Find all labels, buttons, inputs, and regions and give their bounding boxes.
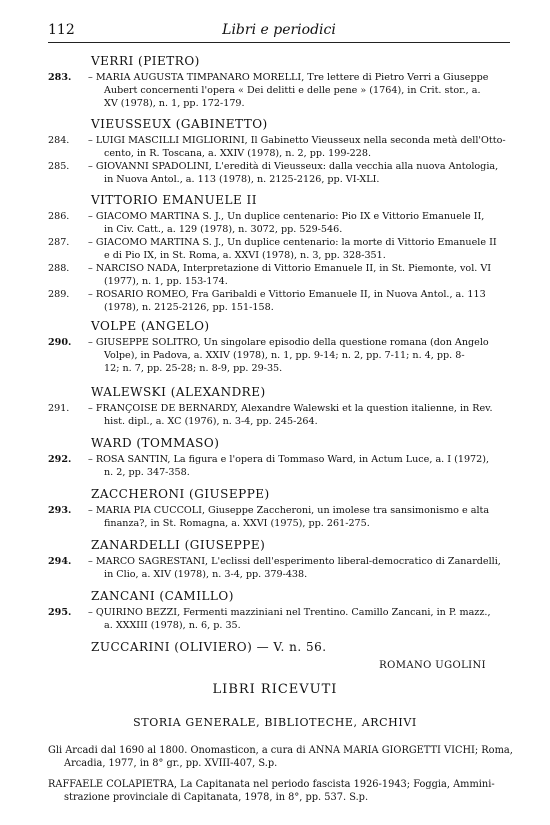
- entry-line: e di Pio IX, in St. Roma, a. XXVI (1978), n. 3, pp. 328-351.: [104, 250, 386, 262]
- section-heading: VERRI (PIETRO): [91, 54, 200, 68]
- entry-line: – GIACOMO MARTINA S. J., Un duplice centenario: Pio IX e Vittorio Emanuele II,: [88, 211, 485, 222]
- bibliography-entry: [48, 262, 518, 288]
- section-heading: ZANARDELLI (GIUSEPPE): [91, 538, 266, 552]
- entry-line: – FRANÇOISE DE BERNARDY, Alexandre Walewski et la question italienne, in Rev.: [88, 403, 493, 414]
- bibliography-entry: [48, 160, 518, 186]
- entry-line: – GIOVANNI SPADOLINI, L'eredità di Vieusseux: dalla vecchia alla nuova Antologia,: [88, 161, 499, 172]
- entry-number: 294.: [48, 556, 72, 567]
- bibliography-entry: [48, 236, 518, 262]
- entry-line: n. 2, pp. 347-358.: [104, 467, 190, 479]
- entry-line: hist. dipl., a. XC (1976), n. 3-4, pp. 245-264.: [104, 416, 318, 428]
- section-heading: ZACCHERONI (GIUSEPPE): [91, 487, 270, 501]
- entry-line: finanza?, in St. Romagna, a. XXVI (1975), pp. 261-275.: [104, 518, 370, 530]
- entry-number: 287.: [48, 237, 70, 248]
- entry-line: 12; n. 7, pp. 25-28; n. 8-9, pp. 29-35.: [104, 363, 283, 375]
- book-line: Gli Arcadi dal 1690 al 1800. Onomasticon, a cura di ANNA MARIA GIORGETTI VICHI; Roma,: [48, 745, 513, 756]
- bibliography-entry: [48, 555, 518, 581]
- entry-number: 284.: [48, 135, 70, 146]
- entry-line: cento, in R. Toscana, a. XXIV (1978), n. 2, pp. 199-228.: [104, 148, 372, 160]
- entry-line: in Civ. Catt., a. 129 (1978), n. 3072, pp. 529-546.: [104, 224, 343, 236]
- entry-line: Volpe), in Padova, a. XXIV (1978), n. 1, pp. 9-14; n. 2, pp. 7-11; n. 4, pp. 8-: [104, 350, 465, 362]
- book-line: Arcadia, 1977, in 8° gr., pp. XVIII-407, S.p.: [64, 758, 278, 770]
- running-title: Libri e periodici: [222, 22, 336, 38]
- bibliography-entry: [48, 336, 518, 376]
- author-signature: ROMANO UGOLINI: [379, 660, 486, 671]
- entry-line: – LUIGI MASCILLI MIGLIORINI, Il Gabinetto Vieusseux nella seconda metà dell'Otto-: [88, 135, 506, 146]
- entry-line: (1978), n. 2125-2126, pp. 151-158.: [104, 302, 274, 314]
- cross-reference: ZUCCARINI (OLIVIERO) — V. n. 56.: [91, 640, 327, 654]
- entry-line: XV (1978), n. 1, pp. 172-179.: [104, 98, 245, 110]
- entry-line: – GIACOMO MARTINA S. J., Un duplice centenario: la morte di Vittorio Emanuele II: [88, 237, 497, 248]
- entry-line: a. XXXIII (1978), n. 6, p. 35.: [104, 620, 241, 632]
- section-heading: ZANCANI (CAMILLO): [91, 589, 234, 603]
- entry-number: 293.: [48, 505, 72, 516]
- entry-number: 283.: [48, 72, 72, 83]
- received-book-entry: [48, 744, 518, 771]
- bibliography-entry: [48, 134, 518, 160]
- libri-ricevuti-subtitle: STORIA GENERALE, BIBLIOTECHE, ARCHIVI: [133, 716, 417, 729]
- bibliography-entry: [48, 402, 518, 428]
- entry-line: in Nuova Antol., a. 113 (1978), n. 2125-2126, pp. VI-XLI.: [104, 174, 380, 186]
- entry-number: 292.: [48, 454, 72, 465]
- entry-line: in Clio, a. XIV (1978), n. 3-4, pp. 379-438.: [104, 569, 308, 581]
- bibliography-entry: [48, 71, 518, 111]
- page-header: [48, 22, 510, 43]
- entry-line: – ROSA SANTIN, La figura e l'opera di Tommaso Ward, in Actum Luce, a. I (1972),: [88, 454, 490, 465]
- section-heading: WARD (TOMMASO): [91, 436, 220, 450]
- bibliography-entry: [48, 288, 518, 314]
- entry-number: 291.: [48, 403, 70, 414]
- section-heading: VIEUSSEUX (GABINETTO): [91, 117, 268, 131]
- entry-line: – GIUSEPPE SOLITRO, Un singolare episodio della questione romana (don Angelo: [88, 337, 489, 348]
- entry-line: – MARIA PIA CUCCOLI, Giuseppe Zaccheroni, un imolese tra sansimonismo e alta: [88, 505, 490, 516]
- bibliography-entry: [48, 210, 518, 236]
- bibliography-entry: [48, 453, 518, 479]
- bibliography-entry: [48, 606, 518, 632]
- section-heading: WALEWSKI (ALEXANDRE): [91, 385, 266, 399]
- entry-line: – QUIRINO BEZZI, Fermenti mazziniani nel Trentino. Camillo Zancani, in P. mazz.,: [88, 607, 491, 618]
- page-number: 112: [48, 22, 75, 38]
- entry-number: 295.: [48, 607, 72, 618]
- section-heading: VOLPE (ANGELO): [91, 319, 210, 333]
- entry-number: 288.: [48, 263, 70, 274]
- libri-ricevuti-title: LIBRI RICEVUTI: [212, 682, 338, 697]
- bibliography-entry: [48, 504, 518, 530]
- book-line: strazione provinciale di Capitanata, 1978, in 8°, pp. 537. S.p.: [64, 792, 369, 804]
- entry-line: Aubert concernenti l'opera « Dei delitti e delle pene » (1764), in Crit. stor., a.: [104, 85, 481, 97]
- entry-line: – NARCISO NADA, Interpretazione di Vittorio Emanuele II, in St. Piemonte, vol. VI: [88, 263, 492, 274]
- entry-line: – ROSARIO ROMEO, Fra Garibaldi e Vittorio Emanuele II, in Nuova Antol., a. 113: [88, 289, 486, 300]
- entry-number: 286.: [48, 211, 70, 222]
- received-book-entry: [48, 778, 518, 805]
- entry-number: 290.: [48, 337, 72, 348]
- entry-line: – MARCO SAGRESTANI, L'eclissi dell'esperimento liberal-democratico di Zanardelli,: [88, 556, 501, 567]
- entry-line: (1977), n. 1, pp. 153-174.: [104, 276, 228, 288]
- entry-number: 289.: [48, 289, 70, 300]
- entry-number: 285.: [48, 161, 70, 172]
- book-line: RAFFAELE COLAPIETRA, La Capitanata nel periodo fascista 1926-1943; Foggia, Ammini-: [48, 779, 495, 790]
- entry-line: – MARIA AUGUSTA TIMPANARO MORELLI, Tre lettere di Pietro Verri a Giuseppe: [88, 72, 489, 83]
- section-heading: VITTORIO EMANUELE II: [91, 193, 258, 207]
